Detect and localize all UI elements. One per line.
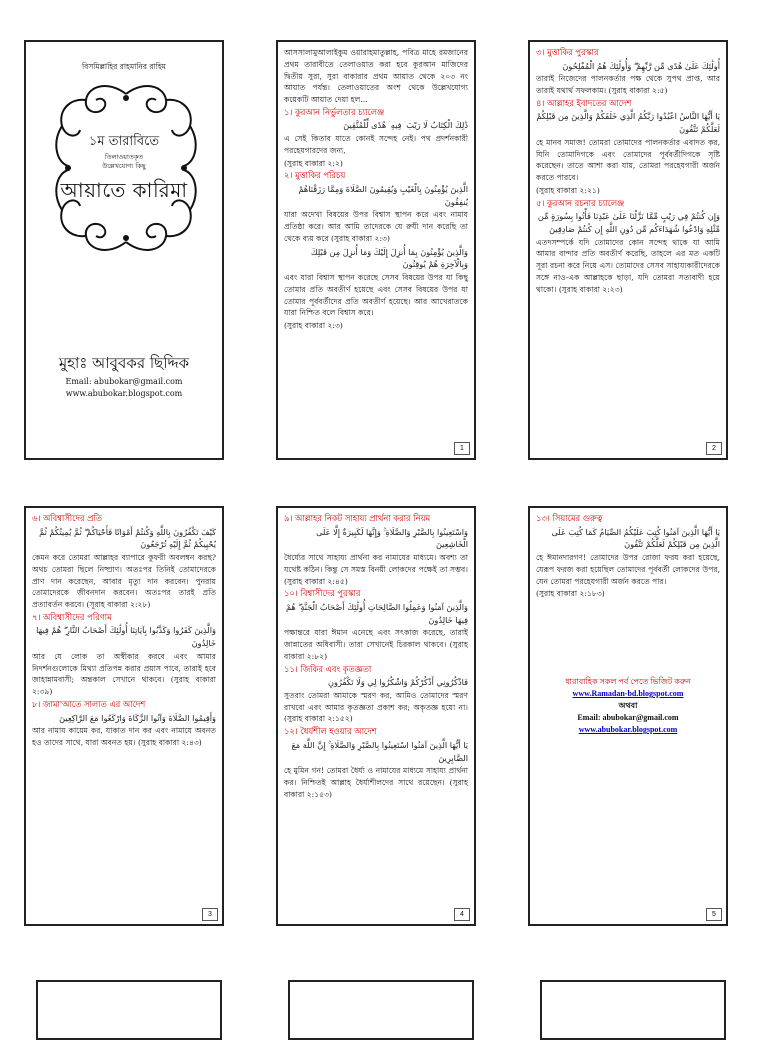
cover-main-title: আয়াতে কারিমা (60, 178, 188, 202)
translation-text: এতদসম্পর্কে যদি তোমাদের কোন সন্দেহ থাকে যা আমি আমার বান্দার প্রতি অবতীর্ণ করেছি, তাহলে এর মত একটি সূরা রচনা করে নিয়ে এস। তোমাদের সেসব সাহায্যকারীদেরকে সঙ্গে নাও-এক আল্লাহকে ছাড়া, যদি তোমরা সত্যবাদী হয়ে থাকো। (সুরাহ বাকারা ২:২৩) (536, 237, 720, 294)
page-number: 2 (706, 442, 722, 455)
arabic-verse: كَيْفَ تَكْفُرُونَ بِاللَّهِ وَكُنتُمْ أَمْوَاتًا فَأَحْيَاكُمْ ۖ ثُمَّ يُمِيتُكُمْ ثُمَّ يُحْيِيكُمْ ثُمَّ إِلَيْهِ تُرْجَعُونَ (39, 526, 216, 550)
section-heading-13: ১৩। সিয়ামের গুরুত্ব (536, 513, 603, 523)
translation-text: আর যে লোক তা অস্বীকার করবে এবং আমার নিদর্শনগুলোকে মিথ্যা প্রতিপন্ন করার প্রয়াস পাবে, তারাই হবে জাহান্নামবাসী; অন্তকাল সেখানে থাকবে। (সুরাহ বাকারা ২:৩৯) (32, 651, 216, 697)
arabic-verse: يَا أَيُّهَا الَّذِينَ آمَنُوا كُتِبَ عَلَيْكُمُ الصِّيَامُ كَمَا كُتِبَ عَلَى الَّذِينَ مِن قَبْلِكُمْ لَعَلَّكُمْ تَتَّقُونَ (551, 526, 720, 550)
abubokar-blog-link[interactable]: www.abubokar.blogspot.com (578, 725, 678, 734)
intro-text: আসসালামুআলাইকুম ওয়ারাহমাতুল্লাহ, পবিত্র মাহে রমজানের প্রথম তারাবীতে তেলাওয়াত করা হবে কুরআন মাজিদের দ্বিতীয় সুরা, সুরা বাকারার প্রথম আয়াত থেকে ২০৩ নং আয়াত পর্যন্ত। তেলাওয়াতের অংশ থেকে উল্লেখযোগ্য কয়েকটি আয়াত দেয়া হল... (284, 48, 468, 105)
translation-text: তারাই নিজেদের পালনকর্তার পক্ষ থেকে সুপথ প্রাপ্ত, আর তারাই যথার্থ সফলকাম। (সুরাহ বাকারা ২:৫) (536, 74, 720, 96)
translation-text: এবং যারা বিশ্বাস স্থাপন করেছে সেসব বিষয়ের উপর যা কিছু তোমার প্রতি অবতীর্ণ হয়েছে এবং সেসব বিষয়ের উপর যা তোমার পূর্ববর্তীদের প্রতি অবতীর্ণ হয়েছে। আর আখেরাতকে যারা নিশ্চিত বলে বিশ্বাস করে। (284, 273, 468, 318)
page-5 (528, 506, 728, 926)
translation-text: কেমন করে তোমরা আল্লাহর ব্যাপারে কুফরী অবলম্বন করছ? অথচ তোমরা ছিলে নিষ্প্রাণ। অতঃপর তিনিই তোমাদেরকে প্রাণ দান করেছেন, আবার মৃত্যু দান করবেন। পুনরায় তোমাদেরকে জীবনদান করবেন। অতঃপর তারই প্রতি প্রত্যাবর্তন করবে। (সূরাহ বাকারা ২:২৮) (32, 553, 216, 610)
translation-text: এ সেই কিতাব যাতে কোনই সন্দেহ নেই। পথ প্রদর্শনকারী পরহেযগারদের জন্য, (284, 134, 468, 155)
cover-description (26, 153, 222, 171)
promo-title: ধারাবাহিক সকল পর্ব পেতে ভিজিট করুন (565, 677, 691, 686)
arabic-verse: وَالَّذِينَ آمَنُوا وَعَمِلُوا الصَّالِحَاتِ أُولَٰئِكَ أَصْحَابُ الْجَنَّةِ ۖ هُمْ فِيهَا خَالِدُونَ (285, 601, 468, 625)
verse-reference: (সুরাহ বাকারা ২:২১) (536, 185, 600, 195)
translation-text: সুতরাং তোমরা আমাকে স্মরণ কর, আমিও তোমাদের স্মরণ রাখবো এবং আমার কৃতজ্ঞতা প্রকাশ কর; অকৃতজ্ঞ হয়ো না। (সুরাহ বাকারা ২:১৫২) (284, 690, 468, 724)
page-4 (276, 506, 476, 926)
arabic-verse: وَالَّذِينَ يُؤْمِنُونَ بِمَا أُنزِلَ إِلَيْكَ وَمَا أُنزِلَ مِن قَبْلِكَ وَبِالْآخِرَةِ هُمْ يُوقِنُونَ (310, 246, 468, 270)
page-number: 4 (454, 908, 470, 921)
page-2 (528, 40, 728, 460)
cover-desc-line-1: তিলাওয়াতকৃত (104, 153, 144, 161)
arabic-verse: الَّذِينَ يُؤْمِنُونَ بِالْغَيْبِ وَيُقِيمُونَ الصَّلَاةَ وَمِمَّا رَزَقْنَاهُمْ يُنفِقُونَ (298, 184, 468, 207)
or-text: অথবা (618, 701, 638, 710)
translation-text: যারা অদেখা বিষয়ের উপর বিশ্বাস স্থাপন করে এবং নামায প্রতিষ্ঠা করে। আর আমি তাদেরকে যে রুযী দান করেছি তা থেকে ব্যয় করে (সুরাহ বাকারা ২:৩) (284, 210, 468, 243)
verse-reference: (সুরাহ বাকারা ২:২) (284, 158, 343, 168)
arabic-verse: يَا أَيُّهَا الَّذِينَ آمَنُوا اسْتَعِينُوا بِالصَّبْرِ وَالصَّلَاةِ ۚ إِنَّ اللَّهَ مَعَ الصَّابِرِينَ (291, 739, 468, 763)
arabic-verse: فَاذْكُرُونِي أَذْكُرْكُمْ وَاشْكُرُوا لِي وَلَا تَكْفُرُونِ (328, 677, 468, 688)
page-3 (24, 506, 224, 926)
ramadan-bd-link[interactable]: www.Ramadan-bd.blogspot.com (572, 689, 684, 698)
verse-reference: (সুরাহ বাকারা ২:৩) (284, 321, 343, 331)
cover-desc-line-2: উল্লেখযোগ্য কিছু (102, 161, 146, 170)
translation-text: পক্ষান্তরে যারা ঈমান এনেছে এবং সৎকাজ করেছে, তারাই জান্নাতের অধিবাসী। তারা সেখানেই চিরকাল থাকবে। (সুরাহ বাকারা ২:৮২) (284, 628, 468, 661)
translation-text: হে মানব সমাজ! তোমরা তোমাদের পালনকর্তার এবাদত কর, যিনি তোমাদিগকে এবং তোমাদের পূর্ববর্তীদিগকে সৃষ্টি করেছেন। তাতে আশা করা যায়, তোমরা পরহেযগারী অর্জন করতে পারবে। (536, 137, 720, 183)
promo-block (538, 676, 718, 736)
cover-website: www.abubokar.blogspot.com (65, 388, 183, 398)
page-number: 1 (454, 442, 470, 455)
arabic-verse: وَاسْتَعِينُوا بِالصَّبْرِ وَالصَّلَاةِ ۚ وَإِنَّهَا لَكَبِيرَةٌ إِلَّا عَلَى الْخَاشِعِينَ (316, 526, 468, 550)
section-heading-11: ১১। জিকির এবং কৃতজ্ঞতা (284, 663, 372, 674)
cover-subtitle: ১ম তারাবিতে (88, 134, 160, 149)
translation-text: ধৈর্য্যের সাথে সাহায্য প্রার্থনা কর নামাযের মাধ্যমে। অবশ্য তা যথেষ্ট কঠিন। কিন্তু সে সমস্ত বিনয়ী লোকদের পক্ষেই তা সম্ভব। (সুরাহ বাকারা ২:৪৫) (284, 553, 468, 586)
section-heading-1: ১। কুরআন নির্ভুলতার চ্যালেঞ্জ (284, 106, 385, 117)
section-heading-7: ৭। অবিশ্বাসীদের পরিণাম (32, 611, 112, 622)
translation-text: হে মুমিন গন! তোমরা ধৈর্য্য ও নামাযের মাধ্যমে সাহায্য প্রার্থনা কর। নিশ্চিতই আল্লাহ ধৈর্য্যশীলদের সাথে রয়েছেন। (সুরাহ বাকারা ২:১৫৩) (284, 766, 468, 799)
page-number: 5 (706, 908, 722, 921)
section-heading-2: ২। মুত্তাকির পরিচয় (284, 170, 346, 181)
section-heading-4: ৪। আল্লাহর ইবাদতের আদেশ (536, 97, 632, 108)
arabic-verse: يَا أَيُّهَا النَّاسُ اعْبُدُوا رَبَّكُمُ الَّذِي خَلَقَكُمْ وَالَّذِينَ مِن قَبْلِكُمْ لَعَلَّكُمْ تَتَّقُونَ (536, 111, 720, 135)
cover-page (24, 40, 224, 460)
verse-reference: (সুরাহ বাকারা ২:১৮৩) (536, 589, 605, 599)
arabic-verse: وَالَّذِينَ كَفَرُوا وَكَذَّبُوا بِآيَاتِنَا أُولَٰئِكَ أَصْحَابُ النَّارِ ۖ هُمْ فِيهَا خَالِدُونَ (36, 625, 216, 649)
arabic-verse: وَأَقِيمُوا الصَّلَاةَ وَآتُوا الزَّكَاةَ وَارْكَعُوا مَعَ الرَّاكِعِينَ (59, 712, 216, 723)
cover-author: মুহাঃ আবুবকর ছিদ্দিক (58, 354, 190, 372)
section-heading-10: ১০। বিশ্বাসীদের পুরস্কার (284, 588, 361, 599)
arabic-verse: وَإِن كُنتُمْ فِي رَيْبٍ مِّمَّا نَزَّلْنَا عَلَىٰ عَبْدِنَا فَأْتُوا بِسُورَةٍ مِّن مِّثْلِهِ وَادْعُوا شُهَدَاءَكُم مِّن دُونِ اللَّهِ إِن كُنتُمْ صَادِقِينَ (537, 211, 720, 234)
section-heading-6: ৬। অবিশ্বাসীদের প্রতি (32, 513, 102, 523)
section-heading-8: ৮। জামা'আতে সালাত এর আদেশ (32, 698, 146, 709)
translation-text: আর নামায কায়েম কর, যাকাত দান কর এবং নামাযে অবনত হও তাদের সাথে, যারা অবনত হয়। (সুরাহ বাকারা ২:৪৩) (32, 726, 216, 747)
page-7-partial (288, 980, 474, 1040)
arabic-verse: أُولَٰئِكَ عَلَىٰ هُدًى مِّن رَّبِّهِمْ ۖ وَأُولَٰئِكَ هُمُ الْمُفْلِحُونَ (562, 60, 720, 71)
cover-contact (26, 376, 222, 399)
page-number: 3 (202, 908, 218, 921)
section-heading-5: ৫। কুরআন রচনার চ্যালেঞ্জ (536, 197, 625, 208)
section-heading-12: ১২। ধৈর্যশীল হওয়ার আদেশ (284, 726, 377, 737)
bismillah-text: বিসমিল্লাহির রাহমানির রাহিম (82, 62, 166, 71)
cover-email: Email: abubokar@gmail.com (65, 377, 183, 386)
arabic-verse: ذَٰلِكَ الْكِتَابُ لَا رَيْبَ ۛ فِيهِ ۛ هُدًى لِّلْمُتَّقِينَ (343, 120, 468, 131)
section-heading-3: ৩। মুত্তাকির পুরস্কার (536, 47, 599, 57)
promo-email: Email: abubokar@gmail.com (577, 713, 679, 722)
page-1 (276, 40, 476, 460)
page-8-partial (540, 980, 726, 1040)
translation-text: হে ঈমানদারগণ! তোমাদের উপর রোজা ফরয করা হয়েছে, যেরূপ ফরজ করা হয়েছিল তোমাদের পূর্ববর্তী লোকদের উপর, যেন তোমরা পরহেযগারী অর্জন করতে পার। (536, 553, 720, 586)
section-heading-9: ৯। আল্লাহর নিকট সাহায্য প্রার্থনা করার নিয়ম (284, 513, 431, 523)
page-6-partial (36, 980, 222, 1040)
